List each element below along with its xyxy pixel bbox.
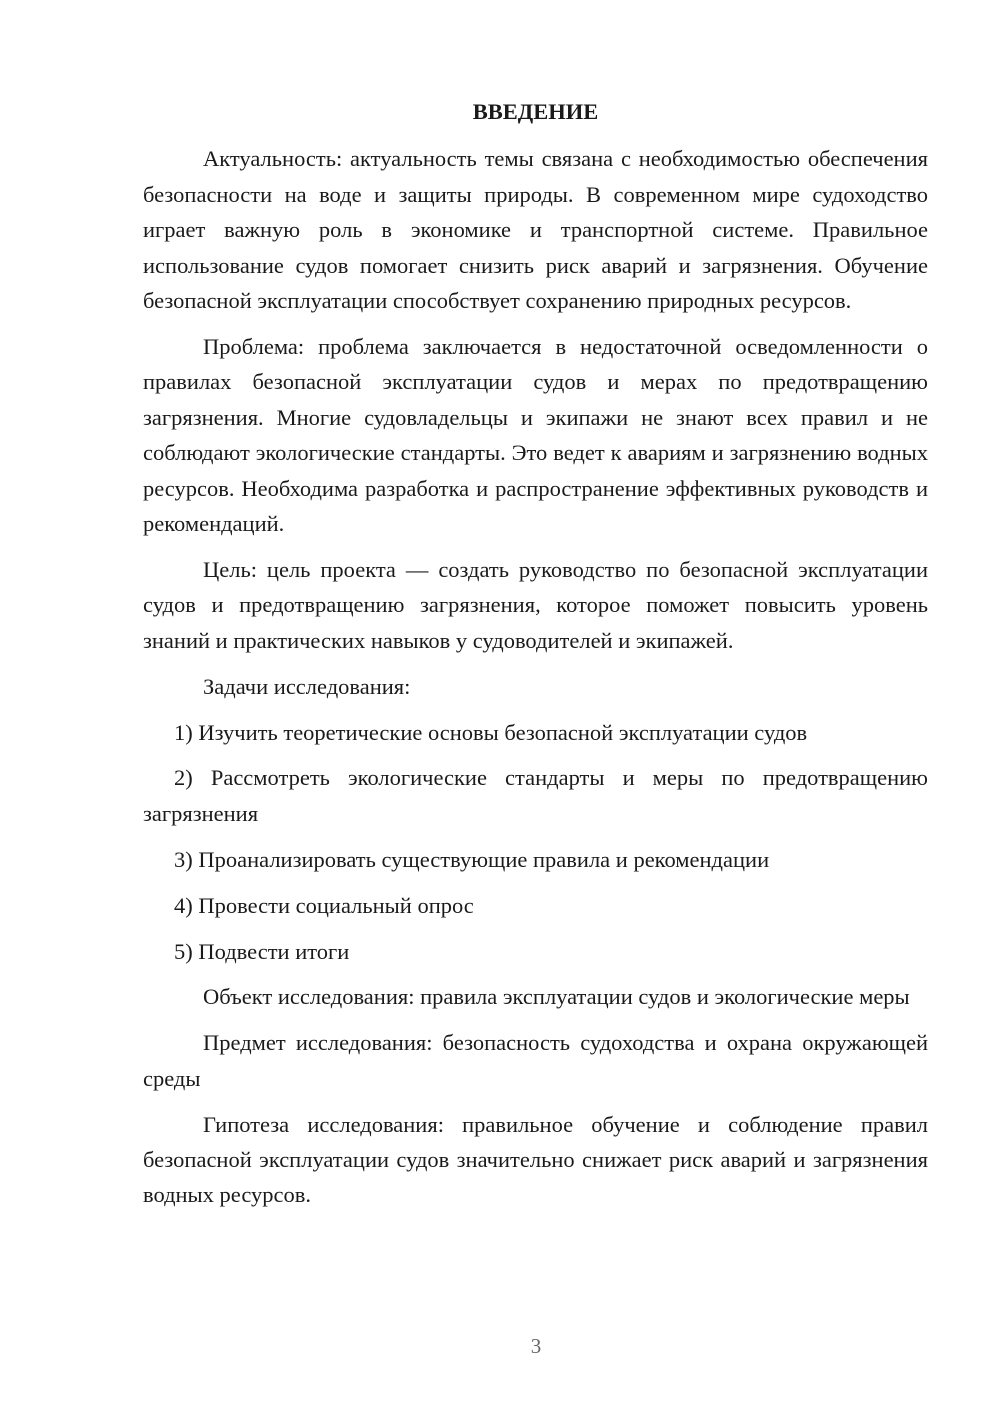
relevance-paragraph: Актуальность: актуальность темы связана с необходимостью обеспечения безопасности на воде и защиты природы. В современном мире судоходство играет важную роль в экономике и транспортной системе. Правильное использование судов помогает снизить риск аварий и загрязнения. Обучение безопасной эксплуатации способствует сохранению природных ресурсов. [143,146,928,314]
goal-paragraph: Цель: цель проекта — создать руководство по безопасной эксплуатации судов и предотвращению загрязнения, которое поможет повысить уровень знаний и практических навыков у судоводителей и экипажей. [143,556,928,653]
subject-paragraph: Предмет исследования: безопасность судоходства и охрана окружающей среды [143,1030,928,1091]
document-page [143,94,928,1223]
page-title: ВВЕДЕНИЕ [472,99,599,124]
problem-paragraph: Проблема: проблема заключается в недостаточной осведомленности о правилах безопасной эксплуатации судов и мерах по предотвращению загрязнения. Многие судовладельцы и экипажи не знают всех правил и не соблюдают экологические стандарты. Это ведет к авариям и загрязнению водных ресурсов. Необходима разработка и распространение эффективных руководств и рекомендаций. [143,333,928,536]
task-item: 3) Проанализировать существующие правила и рекомендации [174,846,770,872]
object-paragraph: Объект исследования: правила эксплуатации судов и экологические меры [203,984,910,1010]
page-number: 3 [530,1334,542,1358]
hypothesis-paragraph: Гипотеза исследования: правильное обучение и соблюдение правил безопасной эксплуатации судов значительно снижает риск аварий и загрязнения водных ресурсов. [143,1111,928,1208]
task-item: 2) Рассмотреть экологические стандарты и меры по предотвращению загрязнения [143,765,928,826]
task-item: 4) Провести социальный опрос [174,892,474,918]
task-item: 5) Подвести итоги [174,938,350,964]
task-item: 1) Изучить теоретические основы безопасной эксплуатации судов [174,719,808,745]
tasks-heading: Задачи исследования: [203,673,411,699]
